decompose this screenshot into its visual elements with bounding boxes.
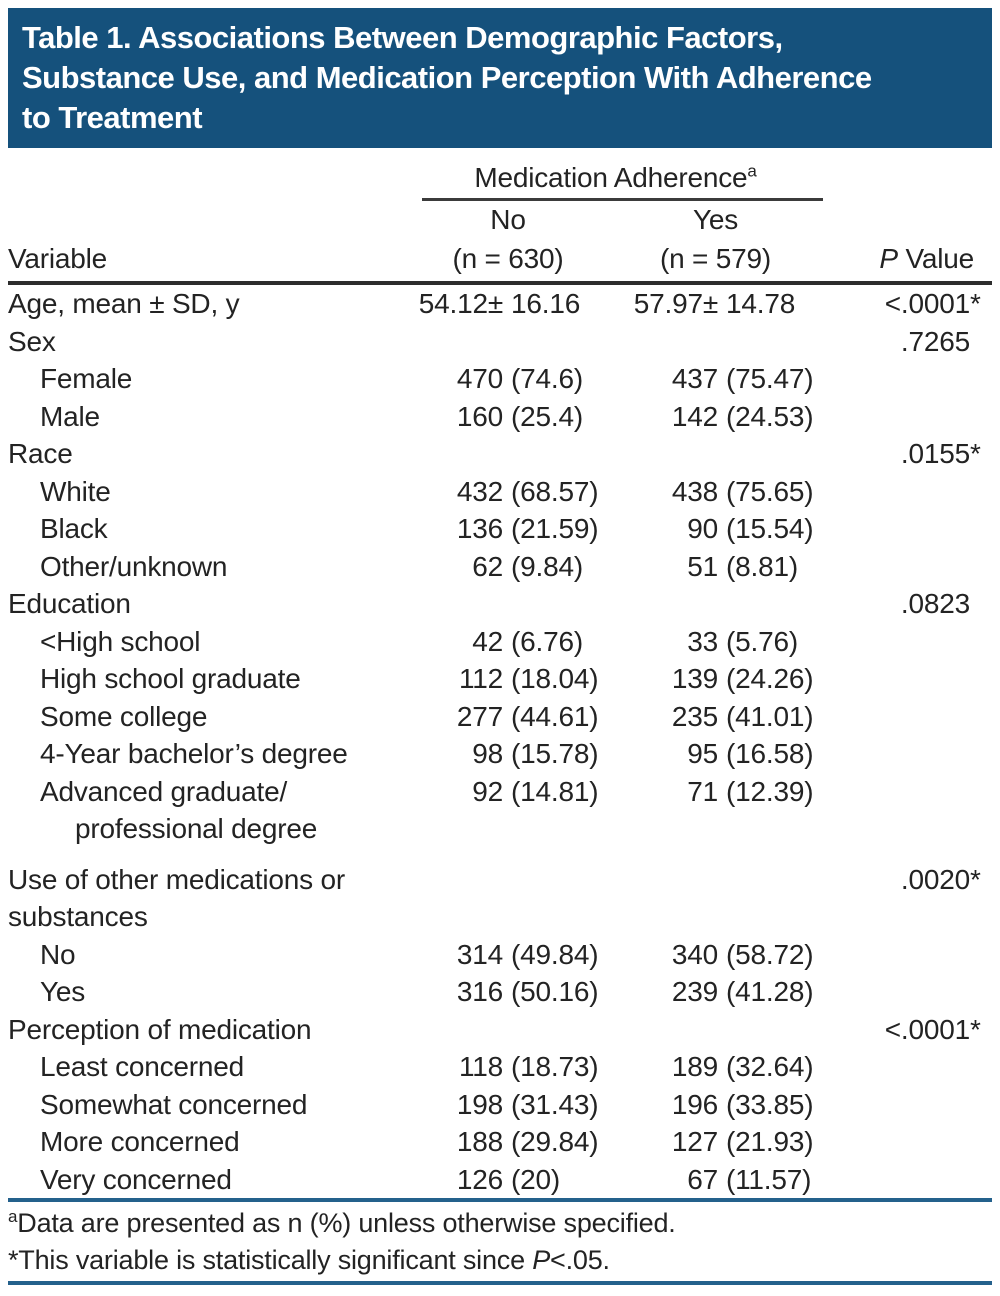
value-n: 437: [671, 363, 718, 394]
value-pct: (21.59): [511, 513, 599, 544]
adherence-no-cell: [408, 623, 608, 661]
value-pct: (44.61): [511, 700, 599, 732]
value-n: 71: [687, 775, 718, 807]
table-row: [8, 735, 992, 773]
table-row: [8, 1048, 992, 1086]
row-label-line: Very concerned: [40, 1163, 232, 1195]
significance-star: *: [970, 1013, 981, 1045]
value-n: 239: [671, 976, 718, 1007]
value-pct: (8.81): [726, 550, 798, 582]
col-yes-label: Yes: [692, 204, 739, 235]
row-label: [8, 1123, 408, 1161]
row-label: [8, 585, 408, 623]
row-label: [8, 285, 408, 323]
row-pvalue-cell: [823, 1086, 992, 1124]
table-row: [8, 585, 992, 623]
row-label: [8, 323, 408, 361]
value-pct: (58.72): [726, 938, 814, 970]
value-pct: (41.01): [726, 700, 814, 732]
table-row: [8, 510, 992, 548]
pvalue: <.0001: [884, 288, 970, 319]
row-label-line: Least concerned: [40, 1051, 245, 1082]
value-n: 127: [671, 1126, 718, 1157]
table-row: [8, 323, 992, 361]
value-pct: (41.28): [726, 976, 814, 1007]
adherence-no-cell: [408, 1123, 608, 1161]
value-pct: (11.57): [726, 1163, 812, 1195]
row-label: [8, 773, 408, 848]
value-n: 235: [671, 700, 718, 732]
adherence-yes-cell: [608, 1161, 823, 1199]
header-row-counts: [8, 239, 992, 279]
adherence-yes-cell: [608, 660, 823, 698]
table-content: [8, 160, 992, 1285]
value-n: 277: [456, 700, 503, 732]
row-label: [8, 473, 408, 511]
table-body: [8, 285, 992, 1198]
value-n: 33: [687, 625, 718, 657]
value-n: 67: [687, 1163, 718, 1195]
table-row: [8, 1086, 992, 1124]
significance-star: [970, 398, 992, 436]
table-footnotes: [8, 1202, 992, 1281]
adherence-no-cell: [408, 548, 608, 586]
pvalue: .7265: [900, 325, 970, 357]
value-pct: (14.81): [511, 775, 599, 807]
adherence-yes-cell: [608, 1086, 823, 1124]
row-label-line: More concerned: [40, 1126, 240, 1157]
value-pct: 14.78: [726, 288, 796, 319]
table-row: [8, 1161, 992, 1199]
row-pvalue-cell: [823, 735, 992, 773]
value-n: 189: [671, 1051, 718, 1082]
adherence-yes-cell: [608, 285, 823, 323]
significance-star: [970, 585, 992, 623]
col-yes-count: (n = 579): [659, 243, 772, 274]
value-pct: (29.84): [511, 1126, 599, 1157]
significance-star: [970, 473, 992, 511]
row-label-line: No: [40, 938, 76, 970]
value-pct: (50.16): [511, 976, 599, 1007]
adherence-yes-cell: [608, 1123, 823, 1161]
value-n: 136: [456, 513, 503, 544]
row-pvalue-cell: [823, 698, 992, 736]
value-n: 438: [671, 475, 718, 507]
row-pvalue-cell: [823, 1048, 992, 1086]
adherence-yes-cell: [608, 1011, 823, 1049]
value-n: 118: [458, 1051, 503, 1082]
row-label: [8, 360, 408, 398]
value-pct: (75.47): [726, 363, 814, 394]
value-pct: (15.78): [511, 738, 599, 769]
header-spacer: [8, 201, 408, 239]
row-label-line: Female: [40, 363, 133, 394]
value-pct: 16.16: [511, 288, 581, 319]
table-row: [8, 548, 992, 586]
row-label: [8, 1011, 408, 1049]
row-label: [8, 936, 408, 974]
significance-star: [970, 735, 992, 773]
value-pct: (68.57): [511, 475, 599, 507]
significance-star: [970, 698, 992, 736]
row-label-line: Use of other medications or: [8, 863, 345, 895]
value-n: 98: [472, 738, 503, 769]
adherence-no-cell: [408, 660, 608, 698]
value-n: 340: [671, 938, 718, 970]
table-row: [8, 473, 992, 511]
pvalue: .0020: [900, 863, 970, 895]
adherence-spanner: [408, 160, 823, 201]
table-row: [8, 1123, 992, 1161]
row-pvalue-cell: [823, 1123, 992, 1161]
adherence-no-cell: [408, 360, 608, 398]
adherence-yes-cell: [608, 473, 823, 511]
col-no-label: No: [490, 204, 526, 235]
table-row: [8, 623, 992, 661]
header-spacer-right: [823, 201, 992, 239]
significance-star: *: [970, 438, 981, 469]
adherence-no-cell: [408, 1086, 608, 1124]
value-pct: (49.84): [511, 938, 599, 970]
row-label-line: Advanced graduate/: [40, 775, 288, 807]
adherence-no-cell: [408, 323, 608, 361]
row-pvalue-cell: [823, 473, 992, 511]
col-variable-label: Variable: [8, 243, 108, 274]
value-pct: (74.6): [511, 363, 583, 394]
adherence-no-cell: [408, 861, 608, 936]
significance-star: [970, 773, 992, 848]
adherence-yes-cell: [608, 548, 823, 586]
adherence-yes-cell: [608, 360, 823, 398]
table-row: [8, 1011, 992, 1049]
value-n: 95: [687, 738, 718, 769]
value-n: 470: [456, 363, 503, 394]
row-label-continuation: substances: [8, 901, 148, 932]
adherence-no-cell: [408, 1011, 608, 1049]
adherence-no-cell: [408, 735, 608, 773]
footnote-a: $^a$Data are presented as n (%) unless otherwise specified.: [8, 1207, 676, 1238]
row-label: [8, 660, 408, 698]
row-pvalue-cell: [823, 510, 992, 548]
row-pvalue-cell: [823, 548, 992, 586]
row-pvalue-cell: [823, 585, 992, 623]
significance-star: [970, 510, 992, 548]
significance-star: *: [970, 863, 981, 895]
adherence-no-cell: [408, 398, 608, 436]
table-row: [8, 435, 992, 473]
row-label-line: Black: [40, 513, 108, 544]
table-header: [8, 160, 992, 285]
value-pct: (33.85): [726, 1088, 814, 1120]
adherence-yes-cell: [608, 623, 823, 661]
row-label-line: White: [40, 475, 111, 507]
significance-star: [970, 1123, 992, 1161]
row-label: [8, 548, 408, 586]
adherence-yes-cell: [608, 936, 823, 974]
table-row: [8, 285, 992, 323]
adherence-yes-cell: [608, 773, 823, 848]
row-pvalue-cell: [823, 435, 992, 473]
row-label-line: Race: [8, 438, 73, 469]
adherence-no-cell: [408, 773, 608, 848]
row-pvalue-cell: [823, 973, 992, 1011]
value-n: 112: [458, 663, 503, 694]
value-n: 57.97±: [633, 288, 718, 319]
table-row: [8, 360, 992, 398]
row-label-line: Other/unknown: [40, 550, 228, 582]
row-pvalue-cell: [823, 623, 992, 661]
footnote-bottom-rule: [8, 1281, 992, 1285]
significance-star: [970, 548, 992, 586]
value-pct: (18.04): [511, 663, 599, 694]
table-row: [8, 773, 992, 848]
value-n: 139: [671, 663, 718, 694]
adherence-yes-cell: [608, 735, 823, 773]
table-title-line-3: to Treatment: [22, 100, 203, 135]
row-pvalue-cell: [823, 861, 992, 936]
footnote-significance: *This variable is statistically significant since P<.05.: [8, 1245, 610, 1275]
value-pct: (21.93): [726, 1126, 814, 1157]
row-label-line: Perception of medication: [8, 1013, 312, 1045]
row-label-line: <High school: [40, 625, 201, 657]
significance-star: [970, 1048, 992, 1086]
adherence-yes-cell: [608, 1048, 823, 1086]
adherence-no-cell: [408, 698, 608, 736]
row-label: [8, 735, 408, 773]
value-pct: (18.73): [511, 1051, 599, 1082]
value-pct: (9.84): [511, 550, 583, 582]
table-row: [8, 398, 992, 436]
adherence-no-cell: [408, 936, 608, 974]
row-pvalue-cell: [823, 398, 992, 436]
adherence-yes-cell: [608, 861, 823, 936]
value-pct: (31.43): [511, 1088, 599, 1120]
row-label-line: Some college: [40, 700, 208, 732]
row-pvalue-cell: [823, 1161, 992, 1199]
row-label-line: High school graduate: [40, 663, 301, 694]
significance-star: [970, 660, 992, 698]
row-pvalue-cell: [823, 936, 992, 974]
table-row: [8, 973, 992, 1011]
value-pct: (16.58): [726, 738, 814, 769]
row-label: [8, 861, 408, 936]
value-n: 160: [456, 400, 503, 432]
adherence-no-cell: [408, 510, 608, 548]
footnote-a-marker: a: [747, 161, 757, 181]
adherence-yes-cell: [608, 435, 823, 473]
row-label-continuation: professional degree: [75, 813, 318, 844]
footnote-a-superscript: a: [8, 1207, 18, 1226]
adherence-yes-cell: [608, 698, 823, 736]
table-row: [8, 861, 992, 936]
pvalue: .0155: [900, 438, 970, 469]
value-pct: (75.65): [726, 475, 814, 507]
col-no-count: (n = 630): [452, 243, 564, 274]
value-n: 188: [456, 1126, 503, 1157]
value-n: 316: [456, 976, 503, 1007]
table-title-bar: [8, 8, 992, 148]
value-pct: (25.4): [511, 400, 583, 432]
pvalue: .0823: [900, 588, 970, 619]
value-pct: (32.64): [726, 1051, 814, 1082]
adherence-yes-cell: [608, 973, 823, 1011]
adherence-yes-cell: [608, 585, 823, 623]
row-label: [8, 510, 408, 548]
significance-star: [970, 936, 992, 974]
significance-star: [970, 1161, 992, 1199]
value-pct: (15.54): [726, 513, 814, 544]
value-n: 62: [472, 550, 503, 582]
value-n: 54.12±: [418, 288, 503, 319]
row-label-line: Yes: [40, 976, 86, 1007]
significance-star: [970, 323, 992, 361]
header-row-yesno: [8, 201, 992, 239]
row-label-line: 4-Year bachelor’s degree: [40, 738, 348, 769]
row-label: [8, 623, 408, 661]
row-label: [8, 973, 408, 1011]
row-label: [8, 1048, 408, 1086]
value-pct: (24.26): [726, 663, 814, 694]
row-label: [8, 1086, 408, 1124]
table-title-line-2: Substance Use, and Medication Perception With Adherence: [22, 60, 872, 95]
value-pct: (6.76): [511, 625, 583, 657]
row-label-line: Sex: [8, 325, 56, 357]
adherence-no-cell: [408, 1048, 608, 1086]
table-row: [8, 698, 992, 736]
row-label-line: Education: [8, 588, 131, 619]
table-title-line-1: Table 1. Associations Between Demographic Factors,: [22, 20, 783, 55]
row-pvalue-cell: [823, 773, 992, 848]
row-label-line: Male: [40, 400, 100, 432]
adherence-no-cell: [408, 973, 608, 1011]
row-pvalue-cell: [823, 360, 992, 398]
value-n: 314: [456, 938, 503, 970]
adherence-spanner-label: Medication Adherence$^a$: [474, 161, 757, 193]
adherence-yes-cell: [608, 323, 823, 361]
row-pvalue-cell: [823, 1011, 992, 1049]
significance-star: [970, 360, 992, 398]
row-label: [8, 1161, 408, 1199]
row-pvalue-cell: [823, 660, 992, 698]
significance-star: [970, 623, 992, 661]
significance-star: [970, 1086, 992, 1124]
row-label: [8, 435, 408, 473]
value-n: 92: [472, 775, 503, 807]
value-n: 198: [456, 1088, 503, 1120]
row-label-line: Somewhat concerned: [40, 1088, 308, 1120]
row-pvalue-cell: [823, 285, 992, 323]
adherence-no-cell: [408, 585, 608, 623]
value-n: 51: [687, 550, 718, 582]
adherence-no-cell: [408, 1161, 608, 1199]
row-label: [8, 398, 408, 436]
value-pct: (5.76): [726, 625, 798, 657]
value-n: 42: [472, 625, 503, 657]
adherence-yes-cell: [608, 510, 823, 548]
significance-star: [970, 973, 992, 1011]
value-pct: (24.53): [726, 400, 814, 432]
adherence-yes-cell: [608, 398, 823, 436]
adherence-no-cell: [408, 435, 608, 473]
adherence-no-cell: [408, 285, 608, 323]
table-row: [8, 936, 992, 974]
col-pvalue-label: P Value: [879, 243, 974, 274]
value-pct: (12.39): [726, 775, 814, 807]
value-n: 90: [687, 513, 718, 544]
adherence-no-cell: [408, 473, 608, 511]
value-n: 126: [456, 1163, 503, 1195]
table-row: [8, 660, 992, 698]
pvalue: <.0001: [884, 1013, 970, 1045]
row-label: [8, 698, 408, 736]
value-n: 142: [671, 400, 718, 432]
value-n: 196: [671, 1088, 718, 1120]
significance-star: *: [970, 288, 981, 319]
row-label-line: Age, mean ± SD, y: [8, 288, 240, 319]
row-pvalue-cell: [823, 323, 992, 361]
value-pct: (20): [511, 1163, 560, 1195]
value-n: 432: [456, 475, 503, 507]
